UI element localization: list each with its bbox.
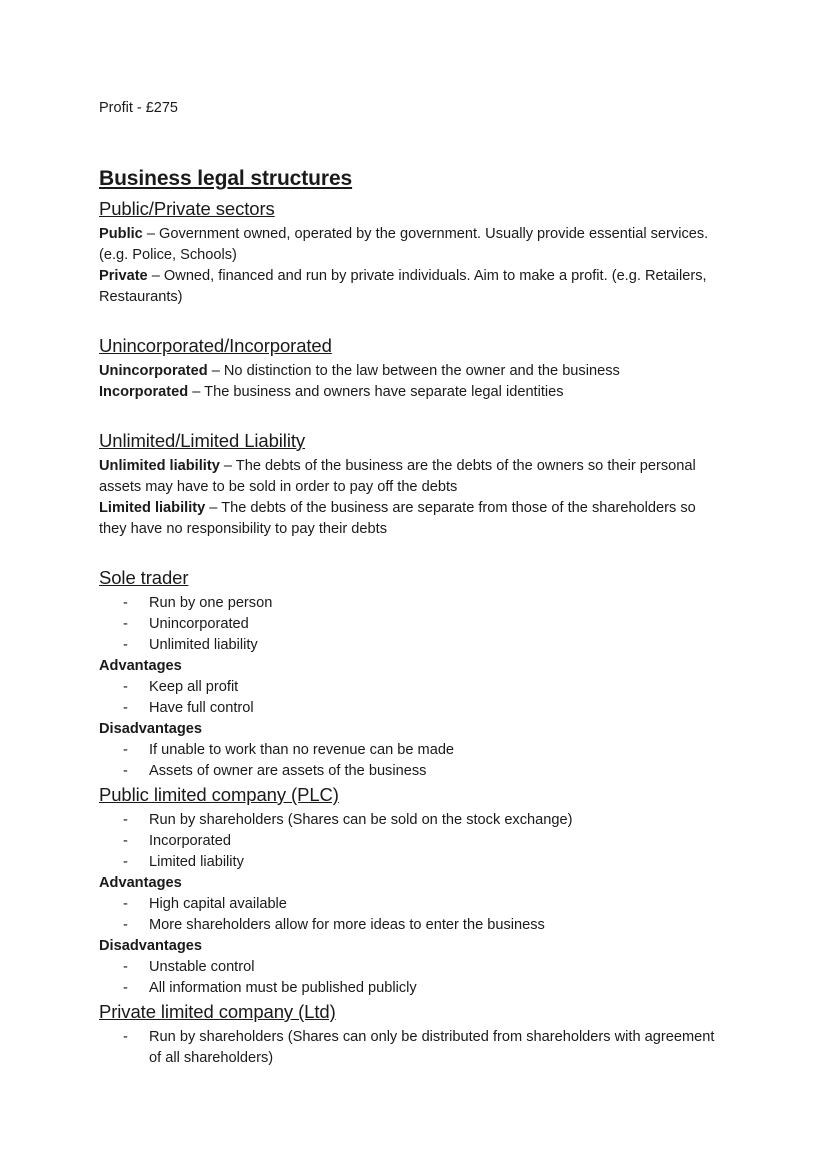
list-item — [99, 831, 724, 852]
list-item-label: Incorporated — [149, 833, 231, 849]
plc-advantages-list — [99, 894, 724, 936]
list-item — [99, 635, 724, 656]
dash-marker-icon: - — [123, 917, 128, 933]
spacer — [99, 540, 724, 565]
sole-trader-features-list — [99, 593, 724, 656]
document-content — [99, 98, 724, 1069]
dash-marker-icon: - — [123, 833, 128, 849]
plc-disadvantages-list — [99, 957, 724, 999]
definition-public — [99, 224, 724, 266]
list-item-label: High capital available — [149, 896, 287, 912]
dash-marker-icon: - — [123, 812, 128, 828]
section-heading-row-public-private — [99, 196, 724, 223]
definition-text: The debts of the business are separate from those of the shareholders so they have no responsibility to pay their debts — [99, 500, 696, 537]
definition-text: Government owned, operated by the government. Usually provide essential services. (e.g. Police, Schools) — [99, 226, 709, 263]
section-heading-public-private: Public/Private sectors — [99, 198, 275, 219]
ltd-features-list — [99, 1027, 724, 1069]
section-heading-ltd: Private limited company (Ltd) — [99, 1001, 336, 1022]
list-item-label: More shareholders allow for more ideas to enter the business — [149, 917, 545, 933]
list-item — [99, 915, 724, 936]
list-item-label: Run by one person — [149, 595, 273, 611]
definition-text: Owned, financed and run by private individuals. Aim to make a profit. (e.g. Retailers, Restaurants) — [99, 268, 707, 305]
dash-marker-icon: - — [123, 896, 128, 912]
dash-marker-icon: - — [123, 616, 128, 632]
list-item — [99, 1027, 724, 1069]
advantages-label-plc: Advantages — [99, 875, 182, 891]
list-item — [99, 810, 724, 831]
definition-text: No distinction to the law between the owner and the business — [223, 363, 620, 379]
definition-limited-liability — [99, 498, 724, 540]
section-heading-sole-trader: Sole trader — [99, 567, 189, 588]
section-heading-row-ltd — [99, 999, 724, 1026]
definition-text: The business and owners have separate legal identities — [204, 384, 564, 400]
dash-marker-icon: - — [123, 959, 128, 975]
definition-separator: – — [205, 500, 222, 516]
list-item — [99, 761, 724, 782]
list-item-label: All information must be published publicly — [149, 980, 417, 996]
section-heading-row-sole-trader — [99, 565, 724, 592]
definition-separator: – — [219, 458, 236, 474]
dash-marker-icon: - — [123, 1029, 128, 1045]
list-item-label: Unstable control — [149, 959, 255, 975]
dash-marker-icon: - — [123, 700, 128, 716]
definition-term: Incorporated — [99, 384, 189, 400]
disadvantages-label-plc: Disadvantages — [99, 938, 203, 954]
dash-marker-icon: - — [123, 854, 128, 870]
list-item-label: Keep all profit — [149, 679, 239, 695]
definition-separator: – — [142, 226, 160, 242]
list-item — [99, 614, 724, 635]
list-item-label: Have full control — [149, 700, 254, 716]
definition-term: Limited liability — [99, 500, 206, 516]
definition-term: Private — [99, 268, 148, 284]
plc-features-list — [99, 810, 724, 873]
spacer — [99, 119, 724, 165]
section-heading-incorporation: Unincorporated/Incorporated — [99, 335, 332, 356]
disadvantages-label-sole-trader: Disadvantages — [99, 721, 203, 737]
list-item-label: Assets of owner are assets of the business — [149, 763, 427, 779]
list-item — [99, 978, 724, 999]
dash-marker-icon: - — [123, 980, 128, 996]
definition-separator: – — [147, 268, 164, 284]
page-title-row — [99, 165, 724, 196]
definition-separator: – — [188, 384, 205, 400]
section-heading-liability: Unlimited/Limited Liability — [99, 430, 306, 451]
definition-term: Public — [99, 226, 143, 242]
section-heading-plc: Public limited company (PLC) — [99, 784, 339, 805]
list-item — [99, 740, 724, 761]
sole-trader-advantages-list — [99, 677, 724, 719]
dash-marker-icon: - — [123, 742, 128, 758]
definition-private — [99, 266, 724, 308]
list-item-label: Run by shareholders (Shares can only be distributed from shareholders with agreement of all shareholders) — [149, 1029, 715, 1066]
section-heading-row-plc — [99, 782, 724, 809]
list-item-label: Unlimited liability — [149, 637, 258, 653]
list-item — [99, 698, 724, 719]
dash-marker-icon: - — [123, 595, 128, 611]
sole-trader-disadvantages-list — [99, 740, 724, 782]
list-item — [99, 894, 724, 915]
list-item — [99, 957, 724, 978]
spacer — [99, 403, 724, 428]
section-heading-row-incorporation — [99, 333, 724, 360]
definition-term: Unlimited liability — [99, 458, 220, 474]
list-item — [99, 593, 724, 614]
advantages-label-sole-trader: Advantages — [99, 658, 182, 674]
list-item-label: Limited liability — [149, 854, 244, 870]
section-heading-row-liability — [99, 428, 724, 455]
spacer — [99, 308, 724, 333]
list-item — [99, 852, 724, 873]
definition-incorporated — [99, 382, 724, 403]
list-item — [99, 677, 724, 698]
list-item-label: Run by shareholders (Shares can be sold on the stock exchange) — [149, 812, 573, 828]
page-title: Business legal structures — [99, 167, 353, 190]
dash-marker-icon: - — [123, 637, 128, 653]
profit-note: Profit - £275 — [99, 100, 178, 116]
definition-unlimited-liability — [99, 456, 724, 498]
definition-term: Unincorporated — [99, 363, 208, 379]
definition-unincorporated — [99, 361, 724, 382]
dash-marker-icon: - — [123, 763, 128, 779]
definition-text: The debts of the business are the debts of the owners so their personal assets may have to be sold in order to pay off the debts — [99, 458, 696, 495]
definition-separator: – — [207, 363, 224, 379]
list-item-label: If unable to work than no revenue can be made — [149, 742, 455, 758]
dash-marker-icon: - — [123, 679, 128, 695]
list-item-label: Unincorporated — [149, 616, 249, 632]
